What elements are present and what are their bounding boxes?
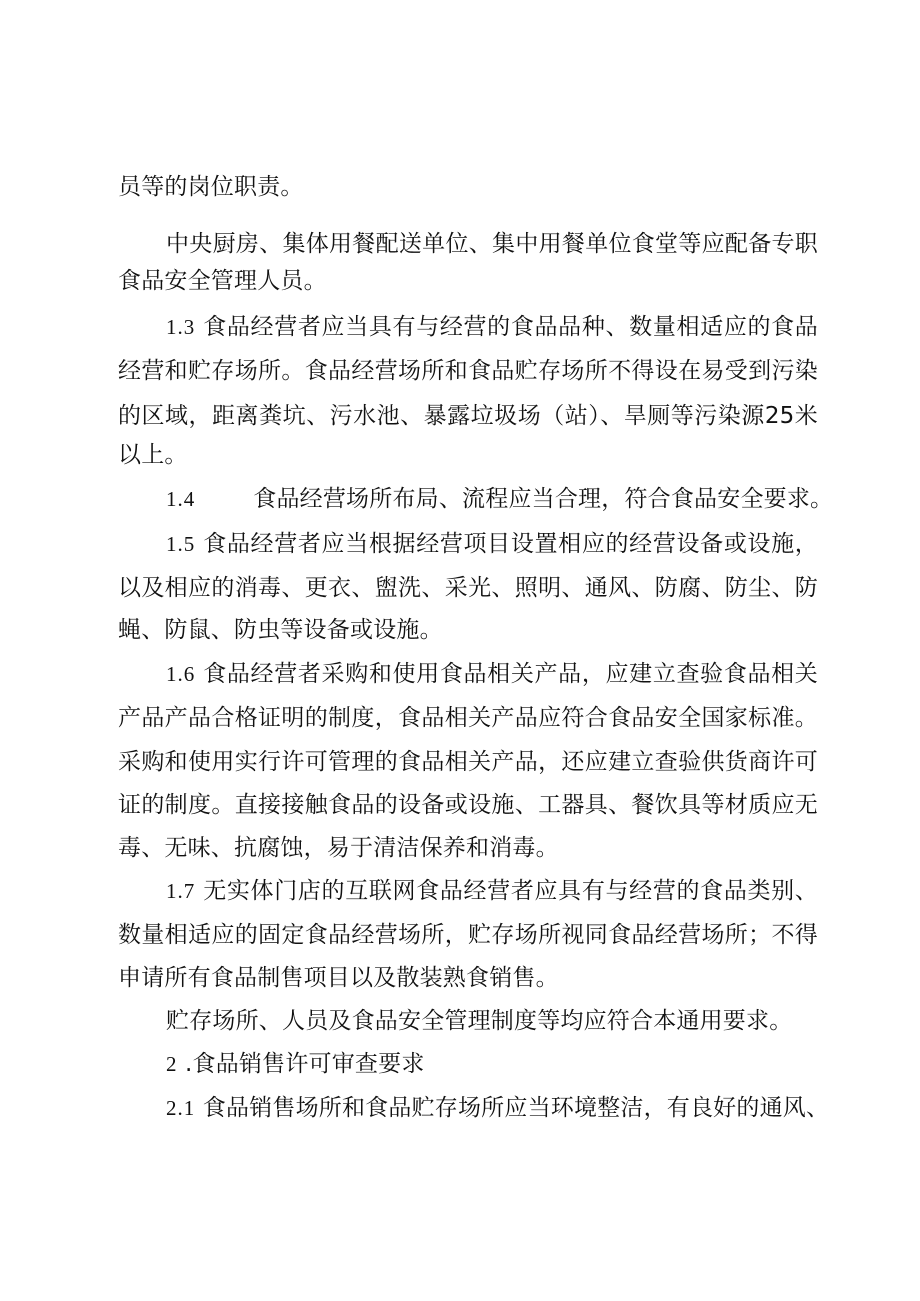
section-1-5-line: 1.5 食品经营者应当根据经营项目设置相应的经营设备或设施， bbox=[166, 531, 819, 557]
section-2-heading: 2 .食品销售许可审查要求 bbox=[166, 1051, 425, 1077]
paragraph-line: 证的制度。直接接触食品的设备或设施、工器具、餐饮具等材质应无 bbox=[118, 792, 818, 818]
paragraph-line: 食品安全管理人员。 bbox=[118, 268, 327, 294]
paragraph-line: 贮存场所、人员及食品安全管理制度等均应符合本通用要求。 bbox=[166, 1008, 793, 1034]
section-number: 1.3 bbox=[166, 315, 196, 339]
section-1-3-line: 1.3 食品经营者应当具有与经营的食品品种、数量相适应的食品 bbox=[166, 314, 819, 340]
section-number: 2.1 bbox=[166, 1096, 196, 1120]
section-1-7-line: 1.7 无实体门店的互联网食品经营者应具有与经营的食品类别、 bbox=[166, 878, 819, 904]
section-number: 1.6 bbox=[166, 662, 196, 686]
section-1-4-line: 1.4 食品经营场所布局、流程应当合理，符合食品安全要求。 bbox=[166, 486, 834, 512]
section-number: 2 bbox=[166, 1052, 178, 1076]
paragraph-line: 蝇、防鼠、防虫等设备或设施。 bbox=[118, 617, 443, 643]
paragraph-line: 以上。 bbox=[118, 442, 188, 468]
paragraph-line: 毒、无味、抗腐蚀，易于清洁保养和消毒。 bbox=[118, 835, 559, 861]
section-number: 1.4 bbox=[166, 487, 196, 511]
paragraph-line: 以及相应的消毒、更衣、盥洗、采光、照明、通风、防腐、防尘、防 bbox=[118, 575, 818, 601]
paragraph-line: 数量相适应的固定食品经营场所，贮存场所视同食品经营场所；不得 bbox=[118, 922, 818, 948]
paragraph-line: 经营和贮存场所。食品经营场所和食品贮存场所不得设在易受到污染 bbox=[118, 358, 818, 384]
section-number: 1.5 bbox=[166, 532, 196, 556]
paragraph-line: 采购和使用实行许可管理的食品相关产品，还应建立查验供货商许可 bbox=[118, 749, 818, 775]
paragraph-line: 中央厨房、集体用餐配送单位、集中用餐单位食堂等应配备专职 bbox=[166, 231, 818, 257]
section-2-1-line: 2.1 食品销售场所和食品贮存场所应当环境整洁，有良好的通风、 bbox=[166, 1095, 830, 1121]
paragraph-line: 的区域，距离粪坑、污水池、暴露垃圾场（站）、旱厕等污染源25米 bbox=[118, 403, 818, 429]
paragraph-line: 申请所有食品制售项目以及散装熟食销售。 bbox=[118, 965, 559, 991]
section-number: 1.7 bbox=[166, 879, 196, 903]
paragraph-line: 员等的岗位职责。 bbox=[118, 174, 304, 200]
section-1-6-line: 1.6 食品经营者采购和使用食品相关产品，应建立查验食品相关 bbox=[166, 661, 819, 687]
paragraph-line: 产品产品合格证明的制度，食品相关产品应符合食品安全国家标准。 bbox=[118, 705, 818, 731]
